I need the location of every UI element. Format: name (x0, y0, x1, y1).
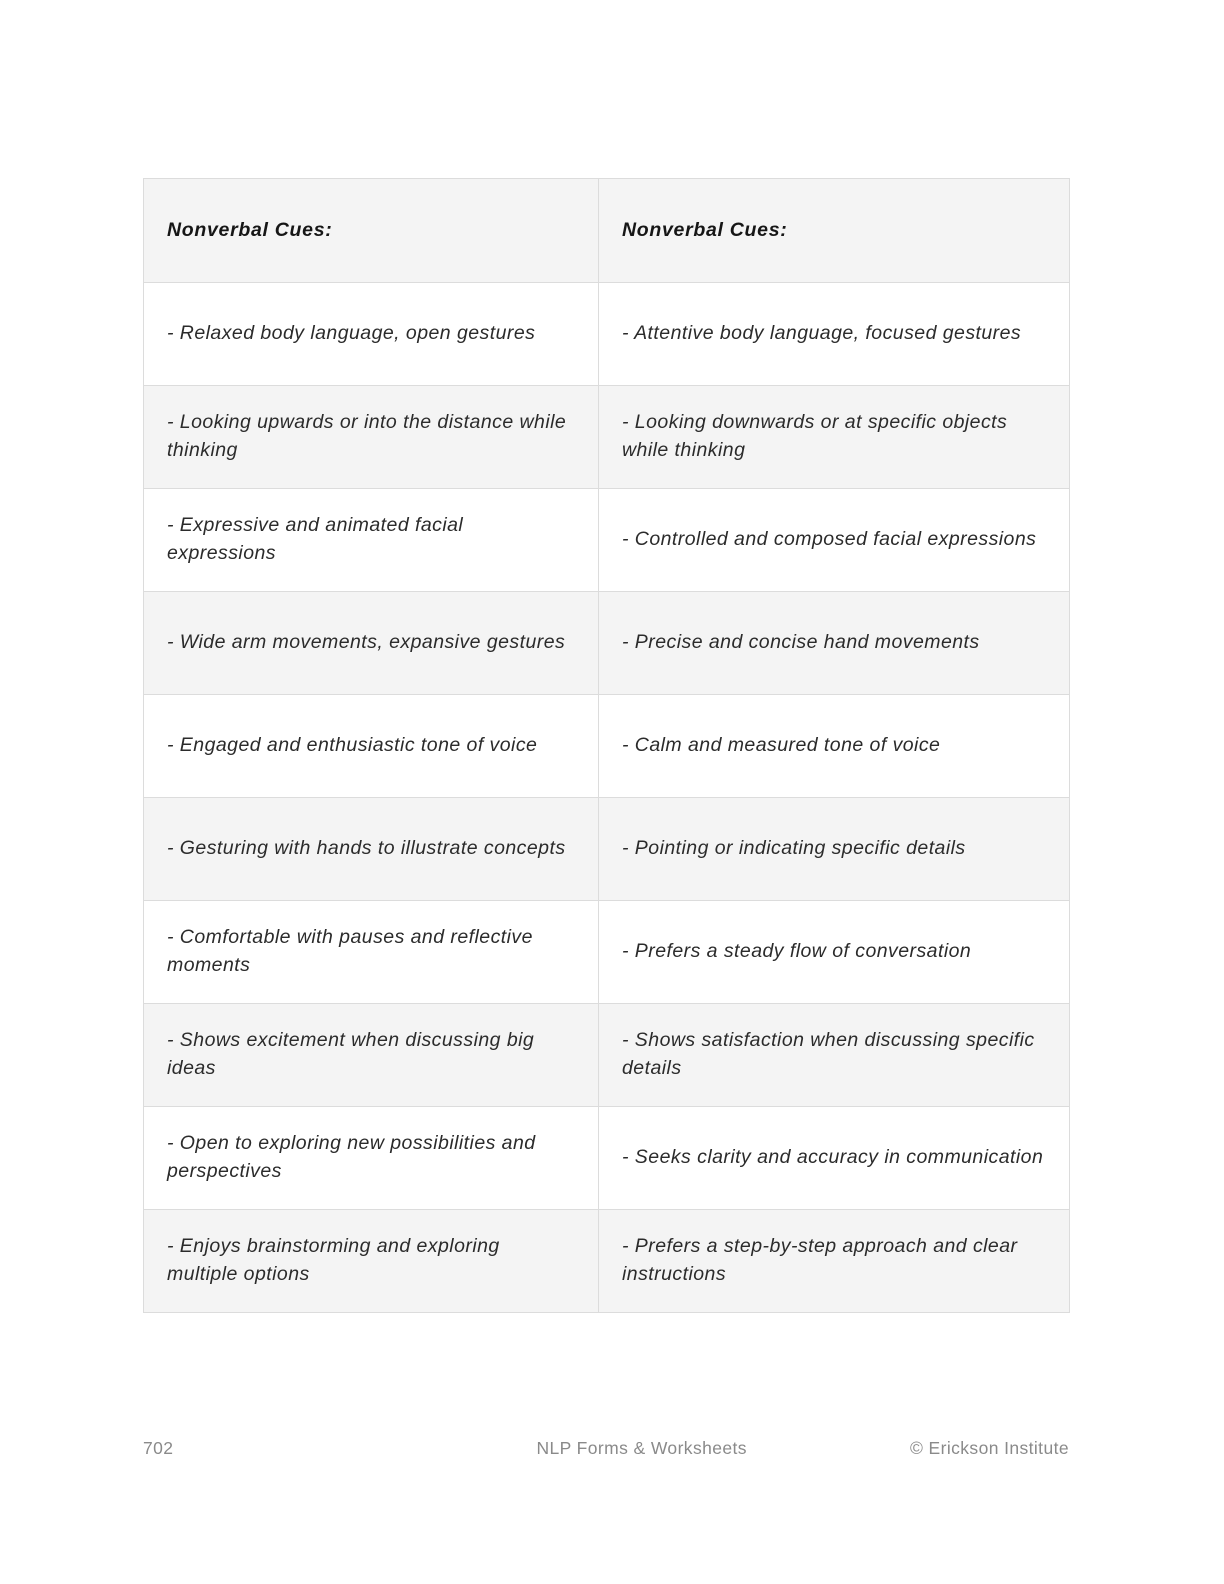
page-footer (143, 1434, 1069, 1462)
table-row (144, 283, 1070, 386)
table-header-row (144, 179, 1070, 283)
cell-right: - Attentive body language, focused gestures (599, 283, 1070, 386)
cell-right: - Prefers a step-by-step approach and clear instructions (599, 1210, 1070, 1313)
cell-left: - Wide arm movements, expansive gestures (144, 592, 599, 695)
cell-left: - Open to exploring new possibilities and perspectives (144, 1107, 599, 1210)
cell-left: - Comfortable with pauses and reflective moments (144, 901, 599, 1004)
cell-right: - Seeks clarity and accuracy in communication (599, 1107, 1070, 1210)
table-row (144, 386, 1070, 489)
page-number: 702 (143, 1437, 174, 1458)
table-row (144, 798, 1070, 901)
table-row (144, 695, 1070, 798)
column-header-left: Nonverbal Cues: (144, 179, 599, 283)
table-body (144, 283, 1070, 1313)
table-header (144, 179, 1070, 283)
table-row (144, 1107, 1070, 1210)
cell-left: - Engaged and enthusiastic tone of voice (144, 695, 599, 798)
table-row (144, 901, 1070, 1004)
footer-copyright: © Erickson Institute (909, 1437, 1069, 1458)
cell-left: - Relaxed body language, open gestures (144, 283, 599, 386)
table-row (144, 592, 1070, 695)
table-row (144, 489, 1070, 592)
table-row (144, 1210, 1070, 1313)
cell-left: - Gesturing with hands to illustrate concepts (144, 798, 599, 901)
cell-right: - Looking downwards or at specific objects while thinking (599, 386, 1070, 489)
cell-right: - Controlled and composed facial expressions (599, 489, 1070, 592)
cell-right: - Precise and concise hand movements (599, 592, 1070, 695)
cell-right: - Shows satisfaction when discussing specific details (599, 1004, 1070, 1107)
nonverbal-cues-table (143, 178, 1070, 1313)
cell-left: - Looking upwards or into the distance while thinking (144, 386, 599, 489)
cell-right: - Pointing or indicating specific details (599, 798, 1070, 901)
cell-left: - Shows excitement when discussing big ideas (144, 1004, 599, 1107)
footer-title: NLP Forms & Worksheets (536, 1437, 747, 1458)
cell-left: - Expressive and animated facial expressions (144, 489, 599, 592)
cell-right: - Calm and measured tone of voice (599, 695, 1070, 798)
table-row (144, 1004, 1070, 1107)
cell-right: - Prefers a steady flow of conversation (599, 901, 1070, 1004)
cell-left: - Enjoys brainstorming and exploring multiple options (144, 1210, 599, 1313)
column-header-right: Nonverbal Cues: (599, 179, 1070, 283)
